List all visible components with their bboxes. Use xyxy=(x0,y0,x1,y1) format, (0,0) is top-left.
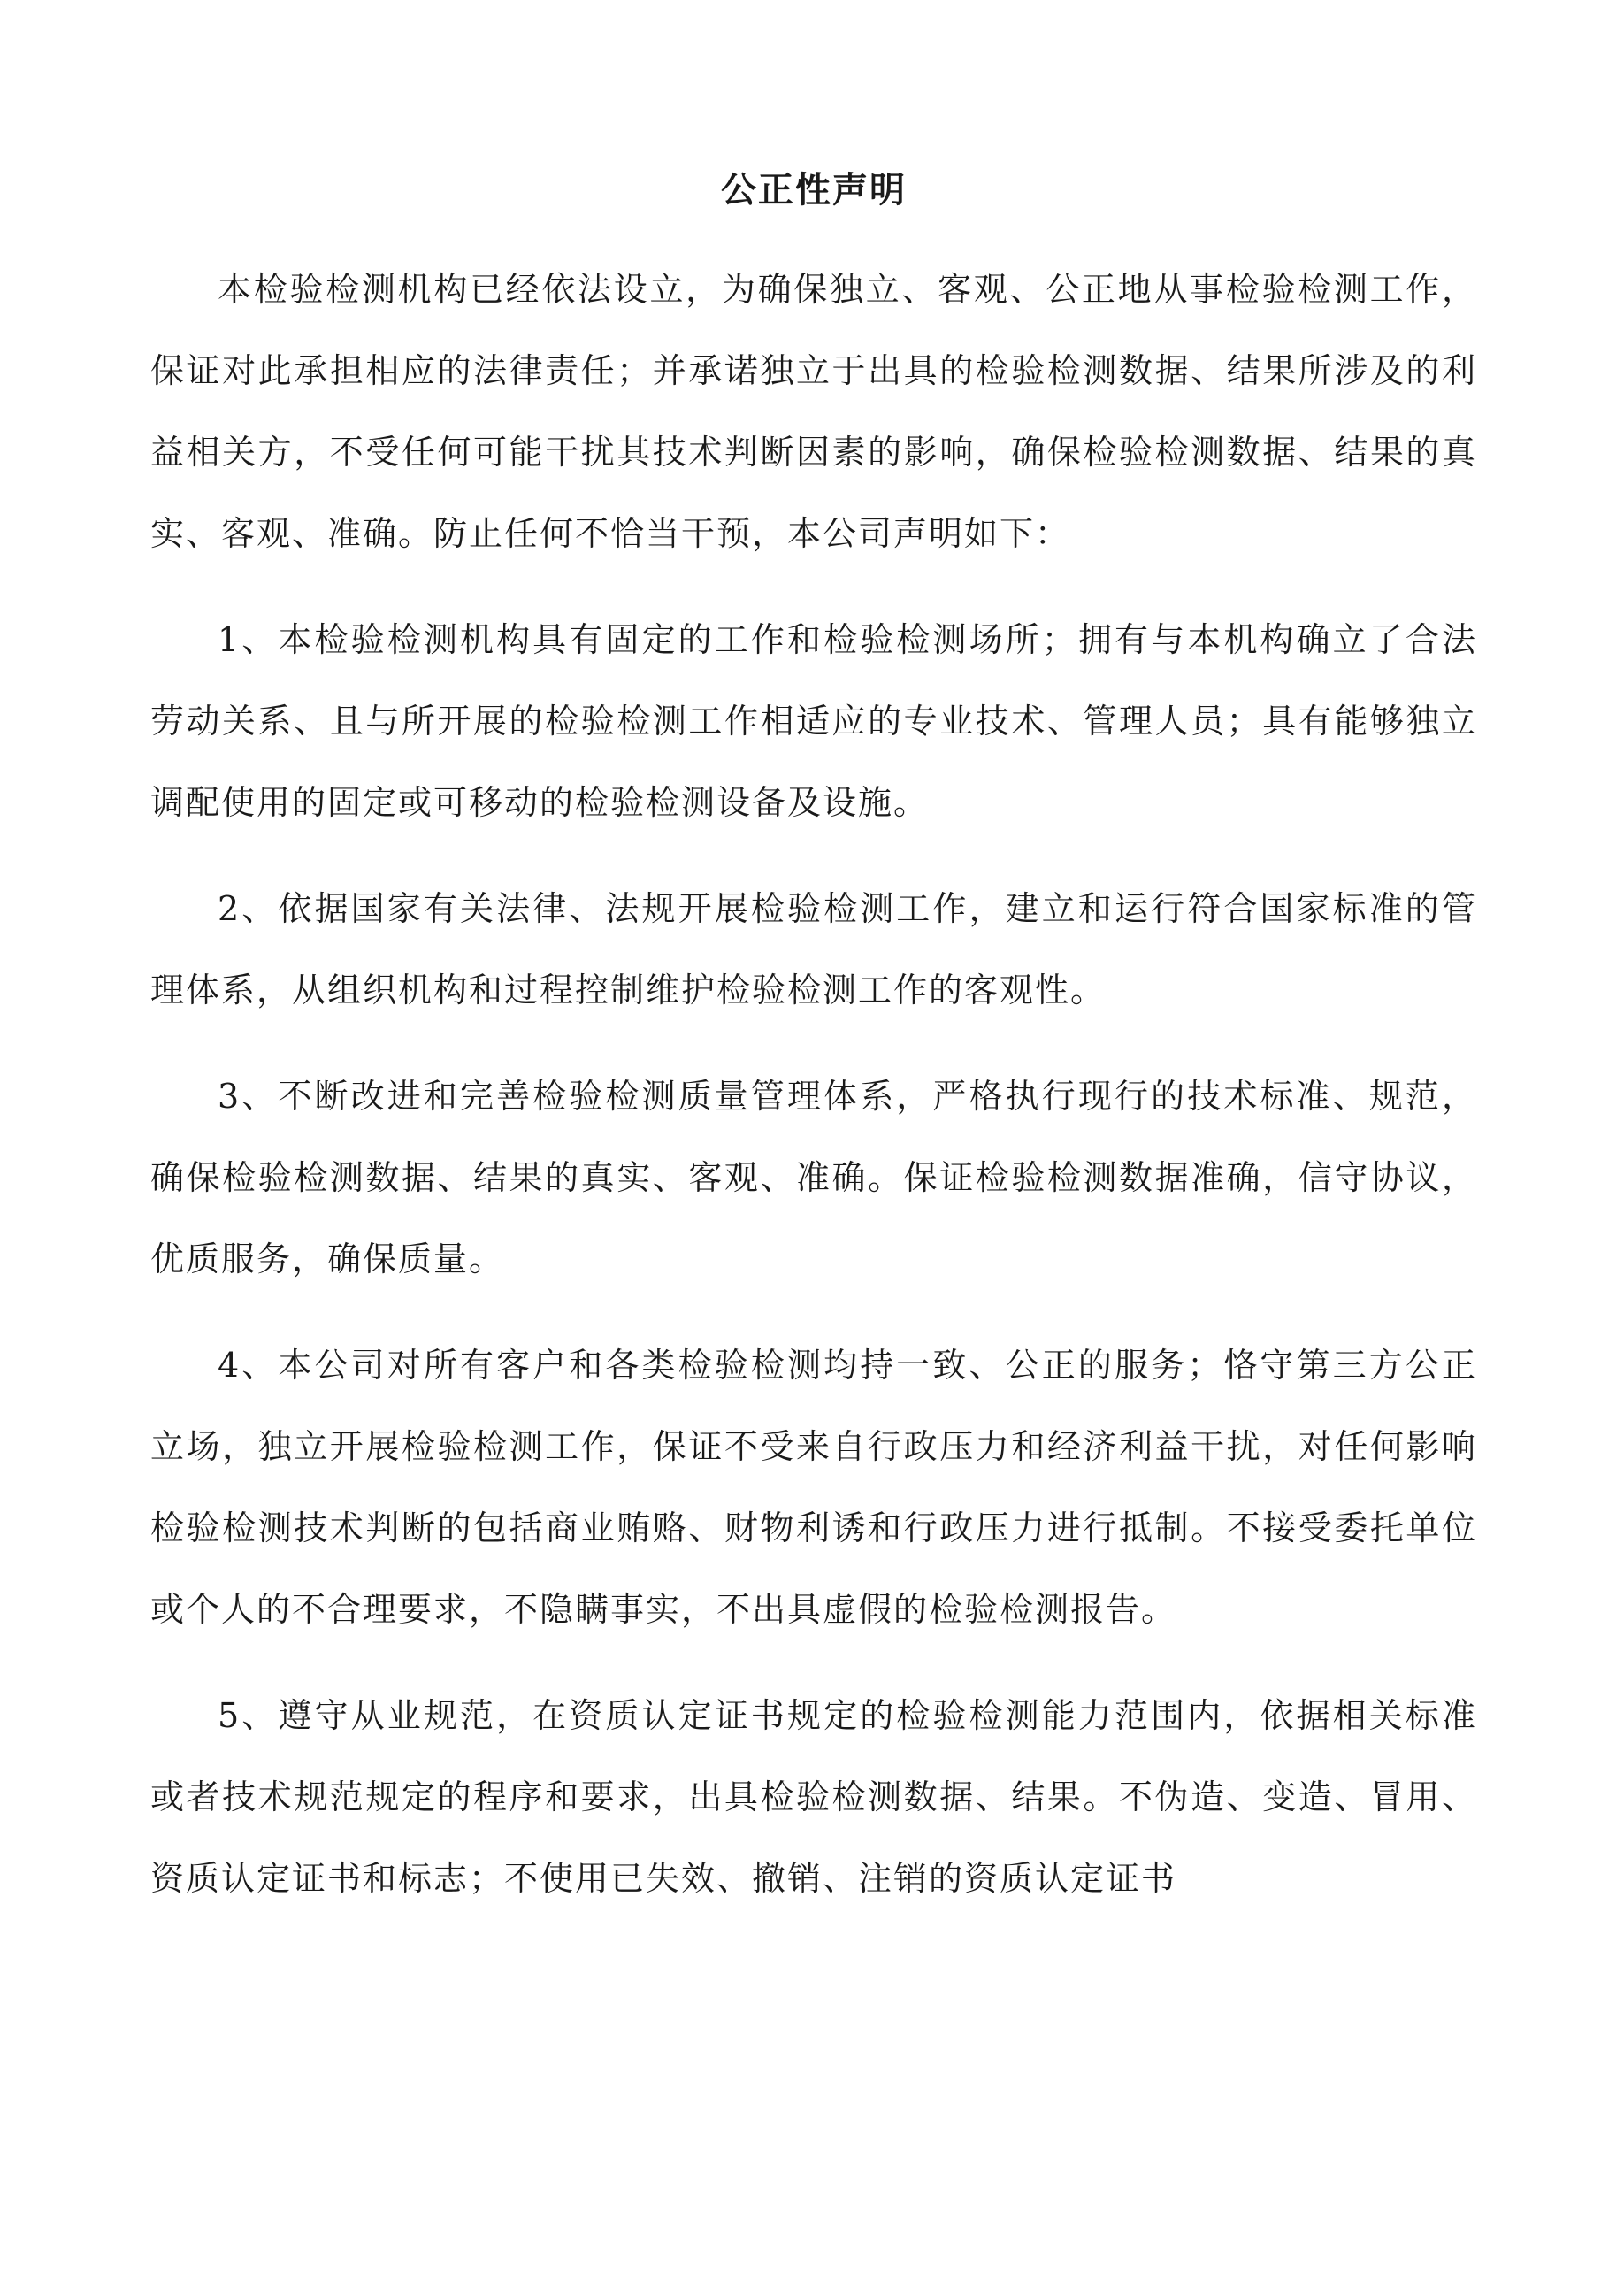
clause-2: 2、依据国家有关法律、法规开展检验检测工作，建立和运行符合国家标准的管理体系，从组织机构和过程控制维护检验检测工作的客观性。 xyxy=(150,889,1477,1010)
document-body xyxy=(150,164,1477,1944)
clause-3: 3、不断改进和完善检验检测质量管理体系，严格执行现行的技术标准、规范，确保检验检测数据、结果的真实、客观、准确。保证检验检测数据准确，信守协议，优质服务，确保质量。 xyxy=(150,1077,1477,1278)
intro-paragraph: 本检验检测机构已经依法设立，为确保独立、客观、公正地从事检验检测工作，保证对此承担相应的法律责任；并承诺独立于出具的检验检测数据、结果所涉及的利益相关方，不受任何可能干扰其技术判断因素的影响，确保检验检测数据、结果的真实、客观、准确。防止任何不恰当干预，本公司声明如下： xyxy=(150,270,1477,553)
clause-1: 1、本检验检测机构具有固定的工作和检验检测场所；拥有与本机构确立了合法劳动关系、且与所开展的检验检测工作相适应的专业技术、管理人员；具有能够独立调配使用的固定或可移动的检验检测设备及设施。 xyxy=(150,620,1477,822)
page-title: 公正性声明 xyxy=(721,170,907,211)
clause-5: 5、遵守从业规范，在资质认定证书规定的检验检测能力范围内，依据相关标准或者技术规范规定的程序和要求，出具检验检测数据、结果。不伪造、变造、冒用、资质认定证书和标志；不使用已失效、撤销、注销的资质认定证书 xyxy=(150,1696,1477,1898)
clause-4: 4、本公司对所有客户和各类检验检测均持一致、公正的服务；恪守第三方公正立场，独立开展检验检测工作，保证不受来自行政压力和经济利益干扰，对任何影响检验检测技术判断的包括商业贿赂、财物利诱和行政压力进行抵制。不接受委托单位或个人的不合理要求，不隐瞒事实，不出具虚假的检验检测报告。 xyxy=(150,1346,1477,1629)
